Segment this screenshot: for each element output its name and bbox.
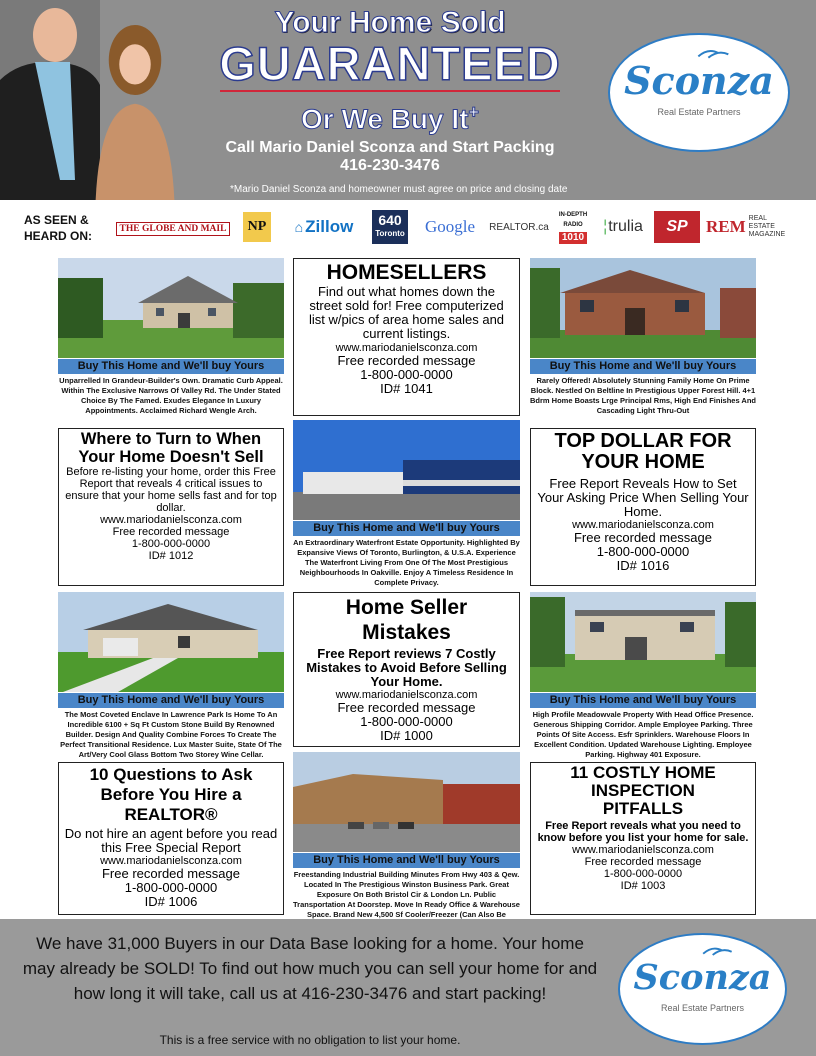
media-strip xyxy=(0,200,816,256)
sconza-logo-top xyxy=(608,33,790,152)
footer-note: This is a free service with no obligation to list your home. xyxy=(159,1033,461,1047)
headline-line1: Your Home Sold xyxy=(274,6,506,39)
media-label-line2: HEARD ON: xyxy=(24,229,92,243)
sconza-logo-bottom xyxy=(618,933,787,1045)
ad-body: Free Report Reveals How to Set Your Asking Price When Selling Your Home. xyxy=(537,476,749,519)
ad-home-seller-mistakes xyxy=(293,592,520,747)
logo-text: Sconza xyxy=(624,58,774,103)
listing-description: Freestanding Industrial Building Minutes From Hwy 403 & Qew. Located In The Prestigious Winston Business Park. Great Exposure On Both Bristol Cir & London Ln. Public Transportation At Doorstep. Move In Ready Office & Warehouse Space. Brand New 4,500 Sf Cooler/Freezer (Can Also Be xyxy=(293,870,520,919)
buy-this-home-banner: Buy This Home and We'll buy Yours xyxy=(293,853,520,868)
np-logo: NP xyxy=(243,212,271,242)
ad-url: www.mariodanielsconza.com xyxy=(572,519,714,531)
ad-title: Where to Turn to When Your Home Doesn't Sell xyxy=(78,430,264,466)
ad-message: Free recorded message xyxy=(337,700,476,715)
ad-body: Find out what homes down the street sold for! Free computerized list w/pics of area home sales and current listings. xyxy=(308,284,505,341)
header-phone: 416-230-3476 xyxy=(340,157,440,175)
listing-photo-lawrence-park xyxy=(58,592,284,692)
rem-letters: REM xyxy=(706,217,746,236)
listing-photo-waterfront xyxy=(293,420,520,520)
listing-lawrence-park xyxy=(58,592,284,762)
ad-phone: 1-800-000-0000 xyxy=(131,538,211,550)
ad-title: TOP DOLLAR FOR YOUR HOME xyxy=(554,430,732,473)
logo-text: Sconza xyxy=(633,957,772,998)
listing-meadowvale xyxy=(530,592,756,762)
ad-message: Free recorded message xyxy=(101,866,240,881)
ad-id: ID# 1016 xyxy=(616,558,670,573)
ad-id: ID# 1006 xyxy=(144,894,198,909)
header-banner xyxy=(0,0,816,200)
headline xyxy=(190,6,590,175)
640-city: Toronto xyxy=(375,229,405,238)
ad-url: www.mariodanielsconza.com xyxy=(100,855,242,867)
ad-message: Free recorded message xyxy=(584,856,702,868)
ad-10-questions xyxy=(58,762,284,915)
sp-logo: SP xyxy=(654,211,700,243)
ad-top-dollar xyxy=(530,428,756,586)
logo-subtitle: Real Estate Partners xyxy=(660,1003,745,1013)
newstalk-1010-logo xyxy=(556,210,590,244)
listing-description: The Most Coveted Enclave In Lawrence Park Is Home To An Incredible 6100 + Sq Ft Custom Stone Build By Renowned Builder. Design And Quality Combine Forces To Create The Perfect Transitional Residence. Lux Master Suite, State Of The Art/Very Cool Glass Bottom Two Storey Wine Cellar. xyxy=(60,710,282,759)
ad-body: Free Report reviews 7 Costly Mistakes to Avoid Before Selling Your Home. xyxy=(306,646,507,689)
rem-logo xyxy=(706,212,792,242)
ad-message: Free recorded message xyxy=(112,526,230,538)
media-label-line1: AS SEEN & xyxy=(24,213,89,227)
buy-this-home-banner: Buy This Home and We'll buy Yours xyxy=(530,359,756,374)
ad-message: Free recorded message xyxy=(337,353,476,368)
ad-body: Do not hire an agent before you read this Free Special Report xyxy=(64,826,278,855)
trulia-pin-icon: ¦ xyxy=(603,218,608,235)
ad-title: 10 Questions to Ask Before You Hire a REALTOR® xyxy=(89,765,253,824)
listing-photo-industrial xyxy=(293,752,520,852)
listing-photo-forest-hill xyxy=(530,258,756,358)
640-number: 640 xyxy=(378,212,402,228)
ad-body: Before re-listing your home, order this Free Report that reveals 4 critical issues to ensure that your home sells fast and for top dollar. xyxy=(65,466,277,514)
logo-swoosh-icon xyxy=(700,943,738,958)
disclaimer: *Mario Daniel Sconza and homeowner must agree on price and closing date xyxy=(230,184,568,195)
zillow-logo xyxy=(286,212,362,242)
realtor-ca-logo: REALTOR.ca xyxy=(489,221,549,233)
trulia-logo-text: trulia xyxy=(608,218,643,235)
logo-swoosh-icon xyxy=(695,45,735,61)
listing-photo-meadowvale xyxy=(530,592,756,692)
zillow-logo-text: Zillow xyxy=(305,217,354,236)
ad-phone: 1-800-000-0000 xyxy=(124,880,218,895)
footer xyxy=(0,919,816,1056)
ad-title: Home Seller Mistakes xyxy=(345,596,468,644)
listing-description: Rarely Offered! Absolutely Stunning Family Home On Prime Block. Nestled On Beltline In Prestigious Upper Forest Hill. 4+1 Bdrm Home Boasts Lrge Principal Rms, High End Finishes And Cascading Light Thru-Out xyxy=(530,376,757,415)
media-label xyxy=(24,212,92,244)
plus-mark: + xyxy=(468,102,480,122)
listing-forest-hill xyxy=(530,258,756,428)
headline-guaranteed: GUARANTEED xyxy=(219,37,561,90)
ad-url: www.mariodanielsconza.com xyxy=(335,689,478,701)
buy-this-home-banner: Buy This Home and We'll buy Yours xyxy=(58,359,284,374)
ad-url: www.mariodanielsconza.com xyxy=(335,342,478,354)
ad-homesellers xyxy=(293,258,520,416)
trulia-logo xyxy=(596,212,650,242)
radio-label: IN-DEPTH RADIO xyxy=(558,212,588,228)
ad-where-to-turn xyxy=(58,428,284,586)
ad-phone: 1-800-000-0000 xyxy=(360,367,453,382)
listing-description: An Extraordinary Waterfront Estate Opportunity. Highlighted By Expansive Views Of Toronto, Burlington, & U.S.A. Experience The Waterfront Living From One Of The Most Prestigious Neighbourhoods In Oakville. Enjoy A Timeless Residence In Complete Privacy. xyxy=(293,538,520,587)
listing-oakville-waterfront xyxy=(293,420,520,590)
listing-estate-valley-rd xyxy=(58,258,284,428)
footer-text: We have 31,000 Buyers in our Data Base looking for a home. Your home may already be SOLD! To find out how much you can sell your home for and how long it will take, call us at 416-230-3476 and start packing! xyxy=(22,934,598,1003)
rem-subtitle: REAL ESTATE MAGAZINE xyxy=(748,215,786,238)
ad-phone: 1-800-000-0000 xyxy=(603,868,683,880)
listing-winston-business-park xyxy=(293,752,520,920)
ad-id: ID# 1041 xyxy=(380,381,433,396)
buy-this-home-banner: Buy This Home and We'll buy Yours xyxy=(530,693,756,708)
ad-phone: 1-800-000-0000 xyxy=(596,544,690,559)
google-logo: Google xyxy=(424,217,476,236)
headline-line3-text: Or We Buy It xyxy=(300,103,469,135)
buy-this-home-banner: Buy This Home and We'll buy Yours xyxy=(293,521,520,536)
ad-message: Free recorded message xyxy=(573,530,712,545)
ad-id: ID# 1000 xyxy=(380,728,433,743)
headline-underline xyxy=(220,90,560,92)
640-toronto-logo xyxy=(372,210,408,244)
ad-url: www.mariodanielsconza.com xyxy=(100,514,242,526)
ad-phone: 1-800-000-0000 xyxy=(360,714,453,729)
ad-title: HOMESELLERS xyxy=(326,261,487,284)
call-to-action: Call Mario Daniel Sconza and Start Packing xyxy=(225,139,555,157)
ad-inspection-pitfalls xyxy=(530,762,756,915)
ad-body: Free Report reveals what you need to know before you list your home for sale. xyxy=(537,820,749,844)
ad-id: ID# 1003 xyxy=(620,880,666,892)
homeowner-photo xyxy=(85,25,185,200)
listing-description: Unparrelled In Grandeur-Builder's Own. Dramatic Curb Appeal. Within The Exclusive Narrows Of Valley Rd. The Under Stated Choice By The Famed. Exudes Elegance In Luxury Appointments. Acclaimed Richard Wengle Arch. xyxy=(59,376,283,415)
listing-description: High Profile Meadowvale Property With Head Office Presence. Generous Shipping Corridor. Ample Employee Parking. Three Points Of Site Access. Esfr Sprinklers. Warehouse Floors In Excellent Condition. Updated Warehouse Lighting. Employee Parking. Highway 401 Exposure. xyxy=(532,710,754,759)
headline-line3 xyxy=(190,96,590,135)
buy-this-home-banner: Buy This Home and We'll buy Yours xyxy=(58,693,284,708)
ad-id: ID# 1012 xyxy=(148,550,194,562)
ad-title: 11 COSTLY HOME INSPECTION PITFALLS xyxy=(570,763,716,818)
zillow-house-icon: ⌂ xyxy=(294,219,304,235)
listing-photo-estate xyxy=(58,258,284,358)
globe-and-mail-logo: THE GLOBE AND MAIL xyxy=(116,222,230,236)
logo-subtitle: Real Estate Partners xyxy=(657,107,741,117)
radio-1010: 1010 xyxy=(559,232,587,244)
ad-url: www.mariodanielsconza.com xyxy=(572,844,714,856)
